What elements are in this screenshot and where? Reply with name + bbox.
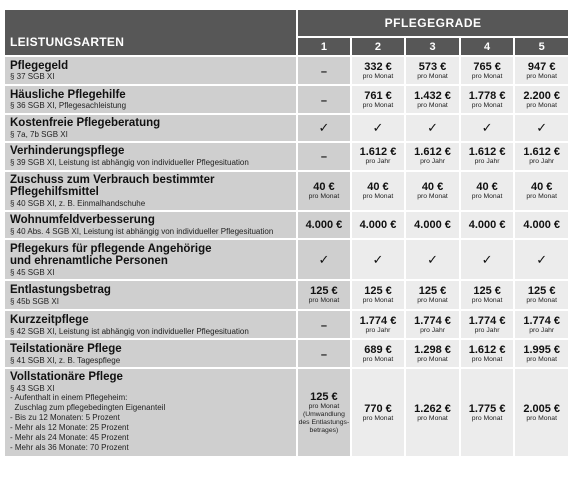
grade-5-cell [515,115,568,141]
benefit-amount: 125 € [527,285,556,298]
leistung-legal-reference: § 7a, 7b SGB XI [10,129,68,139]
grade-5-cell [515,172,568,210]
leistung-title: Kostenfreie Pflegeberatung [10,117,161,129]
benefit-period: pro Monat [471,355,503,363]
leistung-title: Kurzzeitpflege [10,313,89,326]
grade-4-cell [461,115,514,141]
table-row [5,143,568,170]
grade-2-cell [352,115,405,141]
benefit-amount: 947 € [527,60,556,73]
benefit-amount: 40 € [530,181,553,194]
grade-1-cell [298,143,350,170]
benefit-amount: 1.774 € [468,314,506,327]
benefit-amount: 1.612 € [468,146,506,159]
benefit-period: pro Monat [362,297,394,305]
table-row [5,86,568,113]
table-body [5,57,568,456]
table-row [5,240,568,279]
checkmark-icon: ✓ [427,119,438,135]
grade-3-cell [406,281,459,309]
grade-1-cell [298,57,350,84]
benefit-period: pro Jahr [365,326,391,334]
benefit-period: pro Monat [417,72,448,80]
table-row [5,172,568,210]
not-available-dash-icon: – [320,348,327,361]
benefit-amount: 1.775 € [468,402,506,415]
table-row [5,57,568,84]
benefit-period: pro Jahr [529,158,555,166]
benefit-amount: 1.612 € [468,343,506,356]
table-row [5,115,568,141]
pflegegrade-header: PFLEGEGRADE [298,10,568,36]
grade-2-cell [352,281,405,309]
grade-4-cell [461,86,514,113]
leistung-label-cell [5,281,296,309]
leistung-label-cell [5,143,296,170]
benefit-amount: 40 € [476,181,498,194]
benefit-period: pro Monat [417,193,448,201]
benefit-amount: 2.005 € [523,402,561,415]
grade-2-cell [352,86,405,113]
benefit-amount: 4.000 € [305,219,343,232]
benefit-note: (Umwandlung des Entlastungs-betrages) [298,411,350,434]
grade-3-cell [406,212,459,238]
leistung-label-cell [5,212,296,238]
grade-3-cell [406,115,459,141]
grade-1-cell [298,115,350,141]
benefit-period: pro Jahr [529,326,555,334]
leistung-title: Vollstationäre Pflege [10,371,123,384]
leistung-label-cell [5,115,296,141]
benefit-period: pro Monat [526,297,557,305]
benefit-period: pro Monat [471,297,503,305]
benefit-period: pro Monat [362,72,394,80]
grade-2-cell [352,311,405,338]
table-row [5,311,568,338]
table-row [5,281,568,309]
benefit-amount: 1.298 € [414,343,451,356]
grade-header-4: 4 [461,38,514,55]
grade-5-cell [515,86,568,113]
grade-4-cell [461,340,514,367]
grade-3-cell [406,143,459,170]
benefit-period: pro Monat [526,193,557,201]
grade-5-cell [515,57,568,84]
not-available-dash-icon: – [320,151,327,164]
benefit-amount: 4.000 € [468,219,506,232]
benefit-period: pro Monat [417,297,448,305]
benefit-amount: 125 € [364,285,392,298]
leistung-detail-line: - Bis zu 12 Monaten: 5 Prozent [10,413,120,423]
grade-5-cell [515,369,568,456]
benefit-amount: 332 € [364,60,392,73]
leistung-legal-reference: § 39 SGB XI, Leistung ist abhängig von individueller Pflegesituation [10,158,249,168]
benefit-period: pro Jahr [420,326,445,334]
pflegegrade-table [3,8,570,458]
grade-5-cell [515,311,568,338]
grade-header-3: 3 [406,38,459,55]
checkmark-icon: ✓ [481,251,493,267]
grade-1-cell [298,311,350,338]
leistung-title: Häusliche Pflegehilfe [10,88,126,101]
benefit-period: pro Jahr [365,158,391,166]
grade-3-cell [406,240,459,279]
benefit-amount: 1.262 € [414,402,451,415]
benefit-period: pro Monat [308,297,340,305]
benefit-amount: 689 € [364,343,392,356]
grade-4-cell [461,57,514,84]
benefit-amount: 40 € [421,181,444,194]
benefit-amount: 2.200 € [523,89,561,102]
grade-4-cell [461,240,514,279]
grade-4-cell [461,172,514,210]
not-available-dash-icon: – [320,94,327,107]
benefit-amount: 125 € [418,285,447,298]
leistung-label-cell [5,240,296,279]
grade-2-cell [352,340,405,367]
grade-header-1: 1 [298,38,350,55]
table-row [5,212,568,238]
benefit-period: pro Monat [471,193,503,201]
leistung-label-cell [5,340,296,367]
checkmark-icon: ✓ [318,119,330,135]
grade-1-cell [298,240,350,279]
leistung-title: Pflegegeld [10,59,69,72]
benefit-period: pro Jahr [474,326,500,334]
grade-5-cell [515,281,568,309]
leistung-legal-reference: § 40 SGB XI, z. B. Einmalhandschuhe [10,199,146,209]
leistung-title: Teilstationäre Pflege [10,342,122,355]
benefit-amount: 1.778 € [468,89,506,102]
benefit-period: pro Monat [417,355,448,363]
benefit-period: pro Monat [362,193,394,201]
grade-3-cell [406,369,459,456]
table-row [5,340,568,367]
leistung-title: Wohnumfeldverbesserung [10,214,155,227]
grade-1-cell [298,212,350,238]
leistung-legal-reference: § 41 SGB XI, z. B. Tagespflege [10,355,121,365]
grade-5-cell [515,212,568,238]
leistung-legal-reference: § 36 SGB XI, Pflegesachleistung [10,101,127,111]
checkmark-icon: ✓ [427,251,438,267]
grade-4-cell [461,143,514,170]
benefit-period: pro Monat [526,355,557,363]
benefit-period: pro Monat [362,355,394,363]
leistung-label-cell [5,86,296,113]
benefit-amount: 761 € [364,89,392,102]
grade-2-cell [352,57,405,84]
benefit-period: pro Monat [308,193,340,201]
benefit-period: pro Monat [471,414,503,422]
grade-header-2: 2 [352,38,405,55]
leistung-detail-line: Zuschlag zum pflegebedingten Eigenanteil [10,403,166,413]
benefit-period: pro Jahr [420,158,445,166]
leistung-legal-reference: § 37 SGB XI [10,72,55,82]
leistung-legal-reference: § 43 SGB XI [10,383,55,393]
benefit-amount: 1.612 € [523,146,561,159]
leistung-title-line2: und ehrenamtliche Personen [10,255,168,268]
grade-3-cell [406,86,459,113]
benefit-amount: 1.995 € [523,343,561,356]
grade-4-cell [461,311,514,338]
benefit-amount: 125 € [310,285,338,298]
benefit-period: pro Monat [362,101,394,109]
benefit-amount: 125 € [310,391,338,404]
checkmark-icon: ✓ [372,251,384,267]
not-available-dash-icon: – [320,65,327,78]
leistung-legal-reference: § 40 Abs. 4 SGB XI, Leistung ist abhängig von individueller Pflegesituation [10,227,274,237]
leistung-detail-line: - Mehr als 24 Monate: 45 Prozent [10,433,129,443]
grade-5-cell [515,340,568,367]
checkmark-icon: ✓ [536,119,548,135]
benefit-period: pro Monat [417,101,448,109]
benefit-period: pro Monat [526,101,557,109]
leistung-title: Pflegekurs für pflegende Angehörige [10,242,212,255]
benefit-amount: 1.774 € [523,314,561,327]
grade-header-5: 5 [515,38,568,55]
benefit-amount: 765 € [473,60,501,73]
benefit-amount: 1.432 € [414,89,451,102]
grade-1-cell [298,369,350,456]
benefit-period: pro Jahr [474,158,500,166]
not-available-dash-icon: – [320,319,327,332]
benefit-amount: 4.000 € [523,219,561,232]
leistung-label-cell [5,369,296,456]
leistung-title: Verhinderungspflege [10,145,125,158]
benefit-amount: 40 € [367,181,389,194]
checkmark-icon: ✓ [481,119,493,135]
leistung-legal-reference: § 45b SGB XI [10,297,59,307]
leistung-detail-line: - Aufenthalt in einem Pflegeheim: [10,393,128,403]
grade-5-cell [515,143,568,170]
grade-1-cell [298,86,350,113]
leistung-legal-reference: § 45 SGB XI [10,267,55,277]
leistung-detail-line: - Mehr als 36 Monate: 70 Prozent [10,443,129,453]
benefit-amount: 1.774 € [359,314,397,327]
benefit-period: pro Monat [471,72,503,80]
benefit-period: pro Monat [526,414,557,422]
benefit-amount: 1.612 € [359,146,397,159]
grade-4-cell [461,212,514,238]
grade-1-cell [298,340,350,367]
leistung-label-cell [5,57,296,84]
grade-4-cell [461,281,514,309]
benefit-amount: 770 € [364,402,392,415]
benefit-amount: 40 € [313,181,335,194]
grade-3-cell [406,340,459,367]
benefit-period: pro Monat [526,72,557,80]
grade-2-cell [352,143,405,170]
benefit-period: pro Monat [308,403,340,411]
grade-2-cell [352,212,405,238]
leistungsarten-header: LEISTUNGSARTEN [5,10,296,55]
grade-4-cell [461,369,514,456]
leistung-legal-reference: § 42 SGB XI, Leistung ist abhängig von individueller Pflegesituation [10,326,249,336]
grade-1-cell [298,281,350,309]
leistung-title: Entlastungsbetrag [10,284,111,297]
benefit-amount: 1.612 € [414,146,451,159]
grade-3-cell [406,172,459,210]
benefit-period: pro Monat [362,414,394,422]
leistung-label-cell [5,311,296,338]
benefit-period: pro Monat [471,101,503,109]
benefit-amount: 125 € [473,285,501,298]
grade-3-cell [406,57,459,84]
benefit-amount: 573 € [418,60,447,73]
checkmark-icon: ✓ [372,119,384,135]
grade-2-cell [352,369,405,456]
checkmark-icon: ✓ [318,251,330,267]
benefit-period: pro Monat [417,414,448,422]
grade-2-cell [352,240,405,279]
leistung-detail-line: - Mehr als 12 Monate: 25 Prozent [10,423,129,433]
leistung-label-cell [5,172,296,210]
grade-1-cell [298,172,350,210]
grade-5-cell [515,240,568,279]
checkmark-icon: ✓ [536,251,548,267]
benefit-amount: 4.000 € [359,219,397,232]
benefit-amount: 1.774 € [414,314,451,327]
benefit-amount: 4.000 € [414,219,451,232]
grade-3-cell [406,311,459,338]
table-row [5,369,568,456]
grade-2-cell [352,172,405,210]
leistung-title: Zuschuss zum Verbrauch bestimmter Pflegehilfsmittel [10,173,215,199]
